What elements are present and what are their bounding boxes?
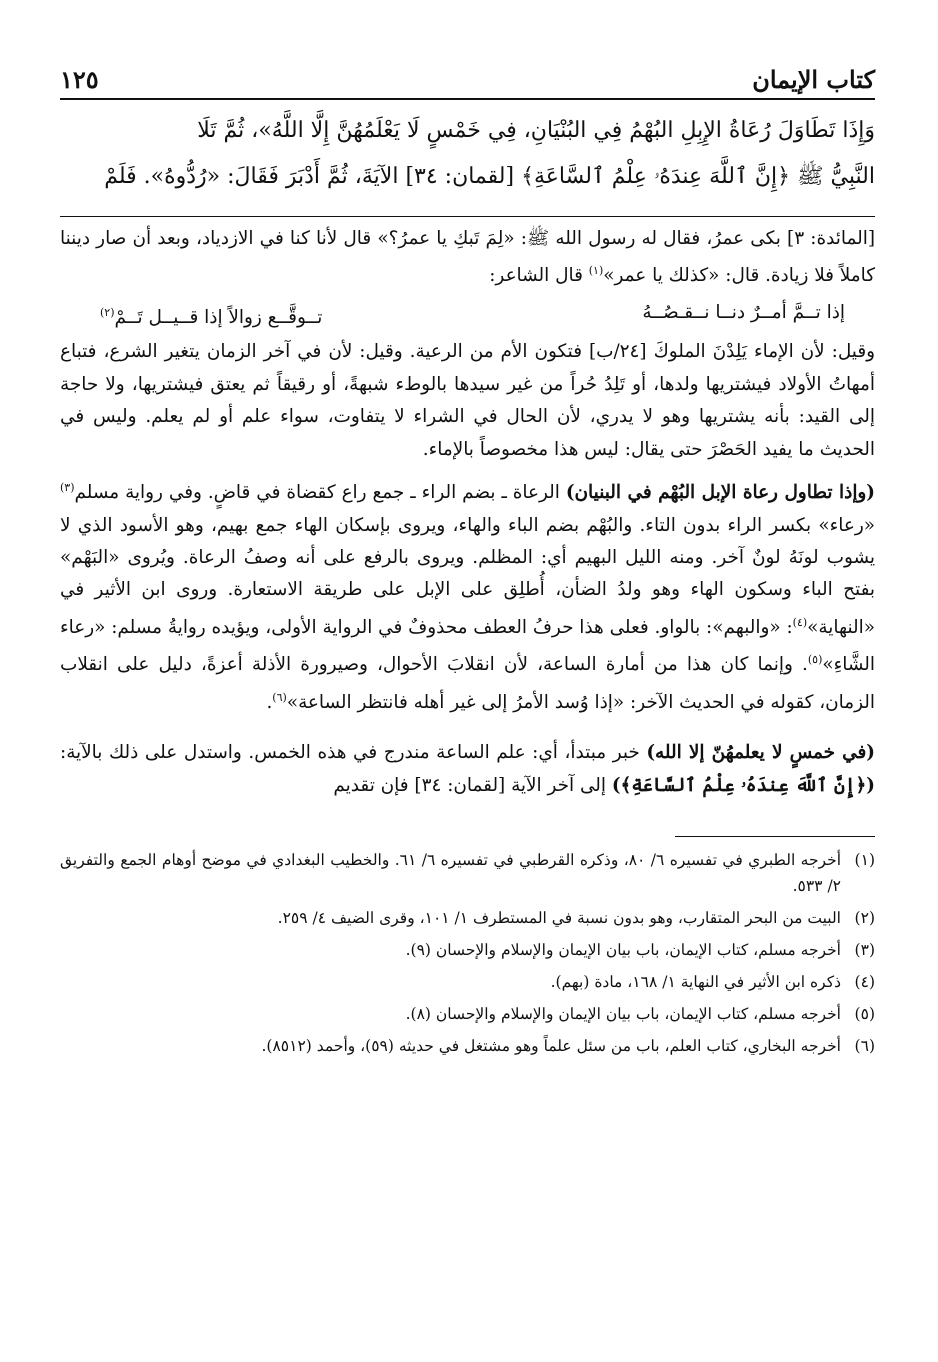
footnotes-rule	[675, 836, 875, 837]
quoted-matn: (في خمسٍ لا يعلمهُنّ إلا الله)	[646, 742, 875, 764]
quoted-matn: (وإذا تطاول رعاة الإبل البُهْم في البنيان)	[565, 482, 876, 504]
quran-quote: (﴿إِنَّ ٱللَّهَ عِندَهُۥ عِلْمُ ٱلسَّاعَةِ﴾)	[611, 774, 875, 796]
footnote-text: البيت من البحر المتقارب، وهو بدون نسبة في المستطرف ١/ ١٠١، وقرى الضيف ٤/ ٢٥٩.	[277, 909, 841, 928]
verse-second-hemistich: تــوقَّــع زوالاً إذا قــيــل تَــمْ$^{(٢)}$	[100, 305, 323, 329]
hadith-text	[60, 108, 875, 200]
footnote-ref-5[interactable]: (٥)	[807, 653, 823, 667]
commentary-paragraph-1: [المائدة: ٣] بكى عمرُ، فقال له رسول الله ﷺ: «لِمَ تَبكِ يا عمرُ؟» قال لأنا كنا في الازدياد، وبعد أن صار ديننا كاملاً فلا زيادة. قال: «كذلك يا عمر»$^{(١)}$ قال الشاعر:	[60, 228, 875, 287]
footnote-number: (٥)	[854, 1005, 875, 1024]
footnote-number: (٦)	[854, 1037, 875, 1056]
footnote-text: أخرجه الطبري في تفسيره ٦/ ٨٠، وذكره القرطبي في تفسيره ٦/ ٦١. والخطيب البغدادي في موضح أوهام الجمع والتفريق ٢/ ٥٣٣.	[60, 851, 841, 896]
commentary	[60, 223, 875, 802]
commentary-paragraph-4: (في خمسٍ لا يعلمهُنّ إلا الله) خبر مبتدأ، أي: علم الساعة مندرج في هذه الخمس. واستدل على ذلك بالآية: (﴿إِنَّ ٱللَّهَ عِندَهُۥ عِلْمُ ٱلسَّاعَةِ﴾) إلى آخر الآية [لقمان: ٣٤] فإن تقديم	[60, 742, 875, 796]
page-number: ١٢٥	[60, 65, 99, 94]
page-header	[60, 50, 875, 94]
footnote-text: ذكره ابن الأثير في النهاية ١/ ١٦٨، مادة (بهم).	[550, 973, 841, 992]
commentary-paragraph-3: (وإذا تطاول رعاة الإبل البُهْم في البنيان) الرعاة ـ بضم الراء ـ جمع راع كقضاة في قاضٍ. وفي رواية مسلم$^{(٣)}$ «رعاء» بكسر الراء بدون التاء. والبُهْم بضم الباء والهاء، ويروى بإسكان الهاء جمع بهيم، وهو الأسود الذي لا يشوب لونَهُ لونٌ آخر. ومنه الليل البهيم أي: المظلم. ويروى بالرفع على أنه وصفُ الرعاة. ويُروى «البَهْم» بفتح الباء وسكون الهاء وهو ولدُ الضأن، أُطلِق على الإبل على طريقة الاستعارة. وروى ابن الأثير في «النهاية»$^{(٤)}$: «والبهم»: بالواو. فعلى هذا حرفُ العطف محذوفٌ في الرواية الأولى، ويؤيده روايةُ مسلم: «رعاء الشَّاءِ»$^{(٥)}$. وإنما كان هذا من أمارة الساعة، لأن انقلابَ الأحوال، وصيرورة الأذلة أعزةً، دليل على انقلاب الزمان، كقوله في الحديث الآخر: «إذا وُسد الأمرُ إلى غير أهله فانتظر الساعة»$^{(٦)}$.	[60, 481, 876, 714]
hadith-line-2: النَّبِيُّ ﷺ ﴿إِنَّ ٱللَّهَ عِندَهُۥ عِلْمُ ٱلسَّاعَةِ﴾ [لقمان: ٣٤] الآيَةَ، ثُمَّ أَدْبَرَ فَقَالَ: «رُدُّوهُ». فَلَمْ	[104, 164, 875, 189]
footnote-text: أخرجه البخاري، كتاب العلم، باب من سئل علماً وهو مشتغل في حديثه (٥٩)، وأحمد (٨٥١٢).	[261, 1037, 841, 1056]
footnote-number: (٣)	[854, 941, 875, 960]
footnote	[60, 969, 875, 995]
footnotes	[60, 847, 875, 1059]
footnote-number: (٤)	[854, 973, 875, 992]
footnote-text: أخرجه مسلم، كتاب الإيمان، باب بيان الإيمان والإسلام والإحسان (٩).	[405, 941, 841, 960]
poetry-verse	[60, 297, 875, 335]
footnote-ref-3[interactable]: (٣)	[60, 481, 75, 495]
footnote-number: (٢)	[854, 909, 875, 928]
header-rule	[60, 98, 875, 100]
footnote	[60, 1033, 875, 1059]
text-separator	[60, 216, 875, 217]
footnote-text: أخرجه مسلم، كتاب الإيمان، باب بيان الإيمان والإسلام والإحسان (٨).	[405, 1005, 841, 1024]
commentary-paragraph-2: وقيل: لأن الإماء يَلِدْنَ الملوكَ [٢٤/ب] فتكون الأم من الرعية. وقيل: لأن في آخر الزمان يتغير الشرع، فتباع أمهاتُ الأولاد فيشتريها ولدها، أو تَلِدُ حُراً من غير سيدها بالوطء شبهةً، أو رقيقاً ثم يعتق فيشتريها، ولا حاجة إلى القيد: بأنه يشتريها وهو لا يدري، لأن الحال في الشراء لا يتفاوت، سواء علم أو لم يعلم. وليس في الحديث ما يفيد الحَصْرَ حتى يقال: ليس هذا مخصوصاً بالإماء.	[60, 341, 875, 460]
footnote	[60, 905, 875, 931]
footnote	[60, 937, 875, 963]
footnote	[60, 1001, 875, 1027]
footnote-ref-6[interactable]: (٦)	[272, 690, 287, 704]
footnote-number: (١)	[854, 851, 875, 870]
footnote-ref-4[interactable]: (٤)	[792, 615, 808, 629]
footnote	[60, 847, 875, 899]
hadith-line-1: وَإِذَا تَطَاوَلَ رُعَاةُ الإِبِلِ البُهْمُ فِي البُنْيَانِ، فِي خَمْسٍ لَا يَعْلَمُهُنَّ إِلَّا اللَّهُ»، ثُمَّ تَلَا	[197, 118, 875, 143]
footnote-ref-2[interactable]: (٢)	[100, 305, 115, 319]
footnote-ref-1[interactable]: (١)	[588, 264, 604, 278]
book-page	[60, 50, 875, 1065]
book-title: كتاب الإيمان	[752, 65, 875, 94]
verse-first-hemistich: إذا تــمَّ أمــرٌ دنــا نــقـصُــهُ	[642, 301, 845, 323]
